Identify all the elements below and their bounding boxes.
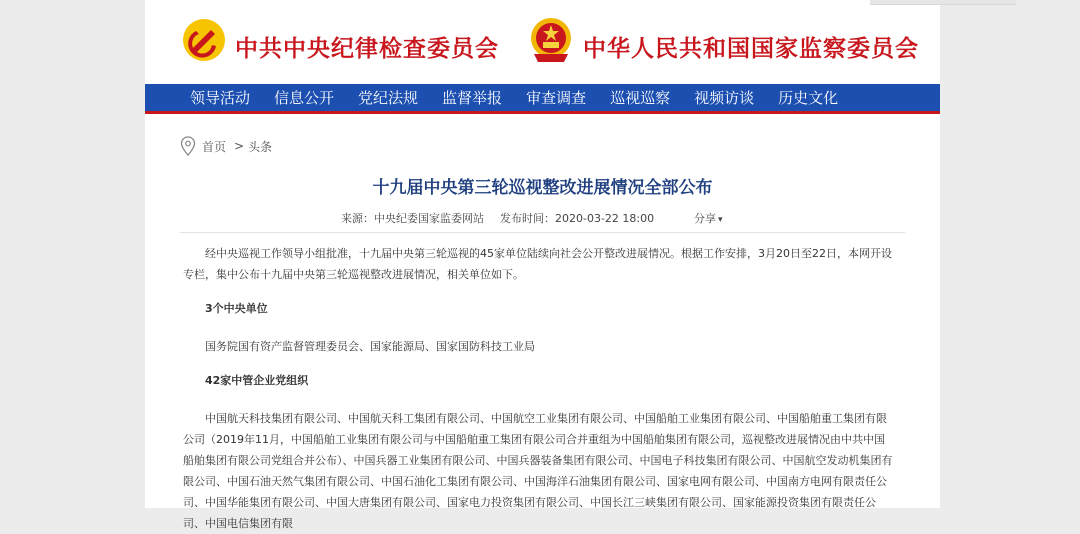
breadcrumb bbox=[180, 136, 272, 156]
nav-item-inspection[interactable]: 巡视巡察 bbox=[610, 89, 671, 107]
main-nav bbox=[145, 84, 940, 114]
article-meta bbox=[145, 210, 940, 226]
nav-item-investigation[interactable]: 审查调查 bbox=[526, 89, 587, 107]
article-source: 来源：中央纪委国家监委网站 bbox=[341, 212, 484, 225]
section-heading-enterprises: 42家中管企业党组织 bbox=[205, 374, 309, 387]
share-button[interactable] bbox=[694, 210, 723, 226]
nav-item-history[interactable]: 历史文化 bbox=[778, 89, 839, 107]
breadcrumb-current[interactable]: 头条 bbox=[248, 139, 273, 154]
enterprises-paragraph: 中国航天科技集团有限公司、中国航天科工集团有限公司、中国航空工业集团有限公司、中国船舶工业集团有限公司、中国船舶重工集团有限公司（2019年11月，中国船舶工业集团有限公司与中国船舶重工集团有限公司合并重组为中国船舶集团有限公司，巡视整改进展情况由中共中国船舶集团有限公司党组合并公布）、中国兵器工业集团有限公司、中国兵器装备集团有限公司、中国电子科技集团有限公司、中国航空发动机集团有限公司、中国石油天然气集团有限公司、中国石油化工集团有限公司、中国海洋石油集团有限公司、国家电网有限公司、中国南方电网有限责任公司、中国华能集团有限公司、中国大唐集团有限公司、国家电力投资集团有限公司、中国长江三峡集团有限公司、国家能源投资集团有限责任公司、中国电信集团有限 bbox=[183, 412, 893, 530]
nav-item-leadership[interactable]: 领导活动 bbox=[190, 89, 251, 107]
article-title: 十九届中央第三轮巡视整改进展情况全部公布 bbox=[372, 178, 713, 198]
cpc-commission-title[interactable]: 中共中央纪律检查委员会 bbox=[235, 35, 499, 62]
share-label: 分享 bbox=[694, 212, 716, 225]
article-body bbox=[183, 243, 893, 534]
central-units-paragraph: 国务院国有资产监督管理委员会、国家能源局、国家国防科技工业局 bbox=[205, 340, 535, 353]
section-heading-central-units: 3个中央单位 bbox=[205, 302, 268, 315]
state-commission-title[interactable]: 中华人民共和国国家监察委员会 bbox=[583, 35, 919, 62]
location-pin-icon bbox=[180, 136, 196, 156]
national-emblem-icon bbox=[528, 16, 574, 66]
breadcrumb-home-link[interactable]: 首页 bbox=[202, 139, 227, 154]
party-emblem-icon bbox=[182, 18, 226, 62]
nav-item-regulations[interactable]: 党纪法规 bbox=[358, 89, 419, 107]
divider bbox=[180, 232, 905, 233]
intro-paragraph: 经中央巡视工作领导小组批准，十九届中央第三轮巡视的45家单位陆续向社会公开整改进展情况。根据工作安排，3月20日至22日，本网开设专栏，集中公布十九届中央第三轮巡视整改进展情况，相关单位如下。 bbox=[183, 247, 892, 281]
page-container bbox=[145, 0, 940, 530]
article-publish-time: 发布时间：2020-03-22 18:00 bbox=[500, 212, 655, 225]
nav-item-report[interactable]: 监督举报 bbox=[442, 89, 503, 107]
site-header bbox=[145, 0, 940, 84]
breadcrumb-separator: > bbox=[234, 139, 245, 153]
chevron-down-icon: ▾ bbox=[718, 215, 723, 225]
nav-item-video[interactable]: 视频访谈 bbox=[694, 89, 755, 107]
nav-item-disclosure[interactable]: 信息公开 bbox=[274, 89, 335, 107]
